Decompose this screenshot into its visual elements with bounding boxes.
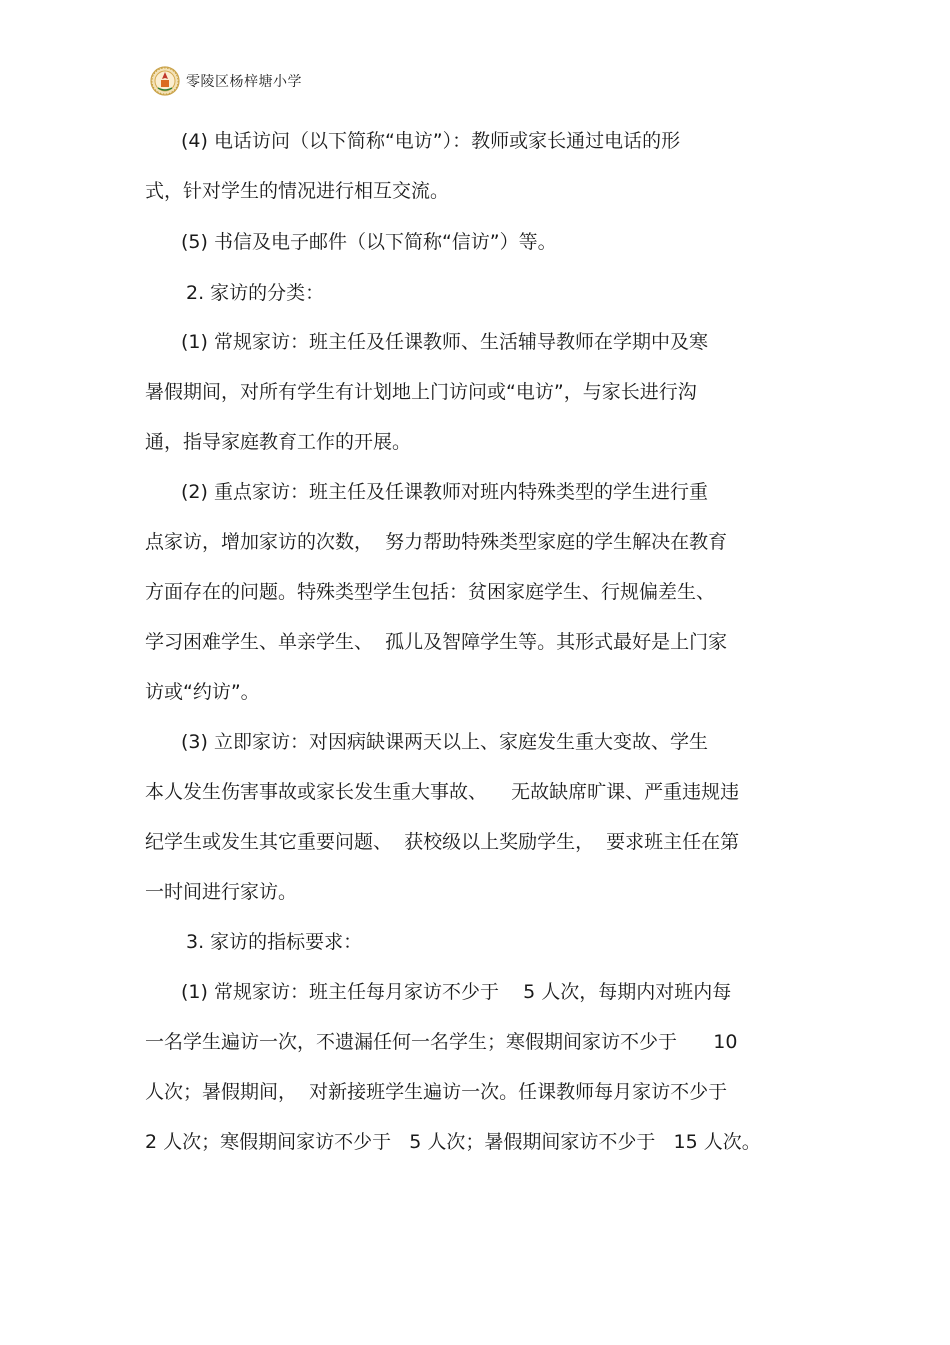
paragraph-line: 一时间进行家访。 — [145, 881, 298, 903]
paragraph-line: 访或“约访”。 — [145, 681, 260, 703]
paragraph-line: 暑假期间，对所有学生有计划地上门访问或“电访”，与家长进行沟 — [145, 381, 697, 403]
paragraph-line: (3) 立即家访：对因病缺课两天以上、家庭发生重大变故、学生 — [181, 731, 708, 753]
paragraph-line: 方面存在的问题。特殊类型学生包括：贫困家庭学生、行规偏差生、 — [145, 581, 716, 603]
document-header — [150, 66, 302, 96]
paragraph-line: 式，针对学生的情况进行相互交流。 — [145, 180, 450, 202]
section-heading: 2. 家访的分类： — [186, 282, 325, 304]
school-emblem-icon — [150, 66, 180, 96]
paragraph-line: 一名学生遍访一次，不遗漏任何一名学生；寒假期间家访不少于 10 — [145, 1031, 738, 1053]
paragraph-line: (2) 重点家访：班主任及任课教师对班内特殊类型的学生进行重 — [181, 481, 708, 503]
paragraph-line: (4) 电话访问（以下简称“电访”）：教师或家长通过电话的形 — [181, 130, 681, 152]
section-heading: 3. 家访的指标要求： — [186, 931, 363, 953]
paragraph-line: 通，指导家庭教育工作的开展。 — [145, 431, 412, 453]
paragraph-line: (1) 常规家访：班主任及任课教师、生活辅导教师在学期中及寒 — [181, 331, 708, 353]
paragraph-line: 纪学生或发生其它重要问题、 获校级以上奖励学生， 要求班主任在第 — [145, 831, 740, 853]
school-name: 零陵区杨梓塘小学 — [186, 74, 302, 90]
paragraph-line: (5) 书信及电子邮件（以下简称“信访”）等。 — [181, 231, 557, 253]
paragraph-line: 本人发生伤害事故或家长发生重大事故、 无故缺席旷课、严重违规违 — [145, 781, 740, 803]
paragraph-line: 学习困难学生、单亲学生、 孤儿及智障学生等。其形式最好是上门家 — [145, 631, 728, 653]
paragraph-line: 2 人次；寒假期间家访不少于 5 人次；暑假期间家访不少于 15 人次。 — [145, 1131, 761, 1153]
paragraph-line: 人次；暑假期间， 对新接班学生遍访一次。任课教师每月家访不少于 — [145, 1081, 728, 1103]
paragraph-line: (1) 常规家访：班主任每月家访不少于 5 人次，每期内对班内每 — [181, 981, 732, 1003]
paragraph-line: 点家访，增加家访的次数， 努力帮助特殊类型家庭的学生解决在教育 — [145, 531, 728, 553]
